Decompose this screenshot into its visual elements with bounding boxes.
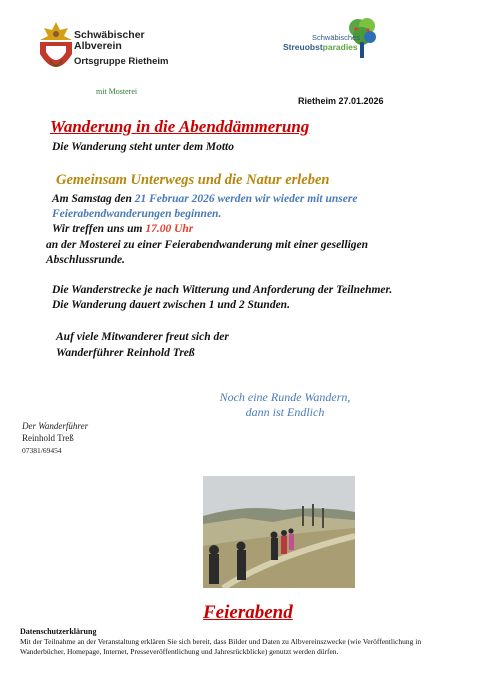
body-line-5: Abschlussrunde. xyxy=(46,254,125,266)
document-date: Rietheim 27.01.2026 xyxy=(298,96,384,106)
org-note: mit Mosterei xyxy=(96,87,138,96)
org-group: Ortsgruppe Rietheim xyxy=(74,56,169,67)
feierabend-heading: Feierabend xyxy=(203,602,293,623)
albverein-logo-icon xyxy=(36,20,76,78)
invite-text: Auf viele Mitwanderer freut sich der xyxy=(56,331,229,343)
privacy-title: Datenschutzerklärung xyxy=(20,627,97,636)
body-line-1: Am Samstag den 21 Februar 2026 werden wir wieder mit unsere xyxy=(52,193,358,205)
body-line-3: Wir treffen uns um 17.00 Uhr xyxy=(52,223,194,235)
closing-line-1: Noch eine Runde Wandern, xyxy=(219,390,351,404)
guide-text: Wanderführer Reinhold Treß xyxy=(56,347,195,359)
org-name: Schwäbischer Albverein xyxy=(74,29,145,52)
intro-text: Die Wanderung steht unter dem Motto xyxy=(52,141,235,153)
signature-phone: 07381/69454 xyxy=(22,446,62,455)
duration-text: Die Wanderung dauert zwischen 1 und 2 Stunden. xyxy=(52,299,290,311)
closing-line-2: dann ist Endlich xyxy=(245,405,325,419)
partner-name-line2: Streuobstparadies xyxy=(283,42,358,52)
partner-name-line1: Schwäbisches xyxy=(312,33,360,42)
signature-role: Der Wanderführer xyxy=(22,421,89,431)
motto: Gemeinsam Unterwegs und die Natur erleben xyxy=(56,172,330,188)
signature-name: Reinhold Treß xyxy=(22,433,74,443)
privacy-text: Mit der Teilnahme an der Veranstaltung erklären Sie sich bereit, dass Bilder und Daten zu Albvereinszwecke (wie Veröffentlichung in Wanderbücher, Homepage, Internet, Presseveröffentlichung und Jahresrückblicke) genutzt werden dürfen. xyxy=(20,637,422,656)
page-title: Wanderung in die Abenddämmerung xyxy=(50,117,310,136)
route-text: Die Wanderstrecke je nach Witterung und Anforderung der Teilnehmer. xyxy=(52,284,393,296)
body-line-2: Feierabendwanderungen beginnen. xyxy=(52,208,222,220)
hiking-photo xyxy=(203,476,355,588)
body-line-4: an der Mosterei zu einer Feierabendwanderung mit einer geselligen xyxy=(46,239,369,251)
